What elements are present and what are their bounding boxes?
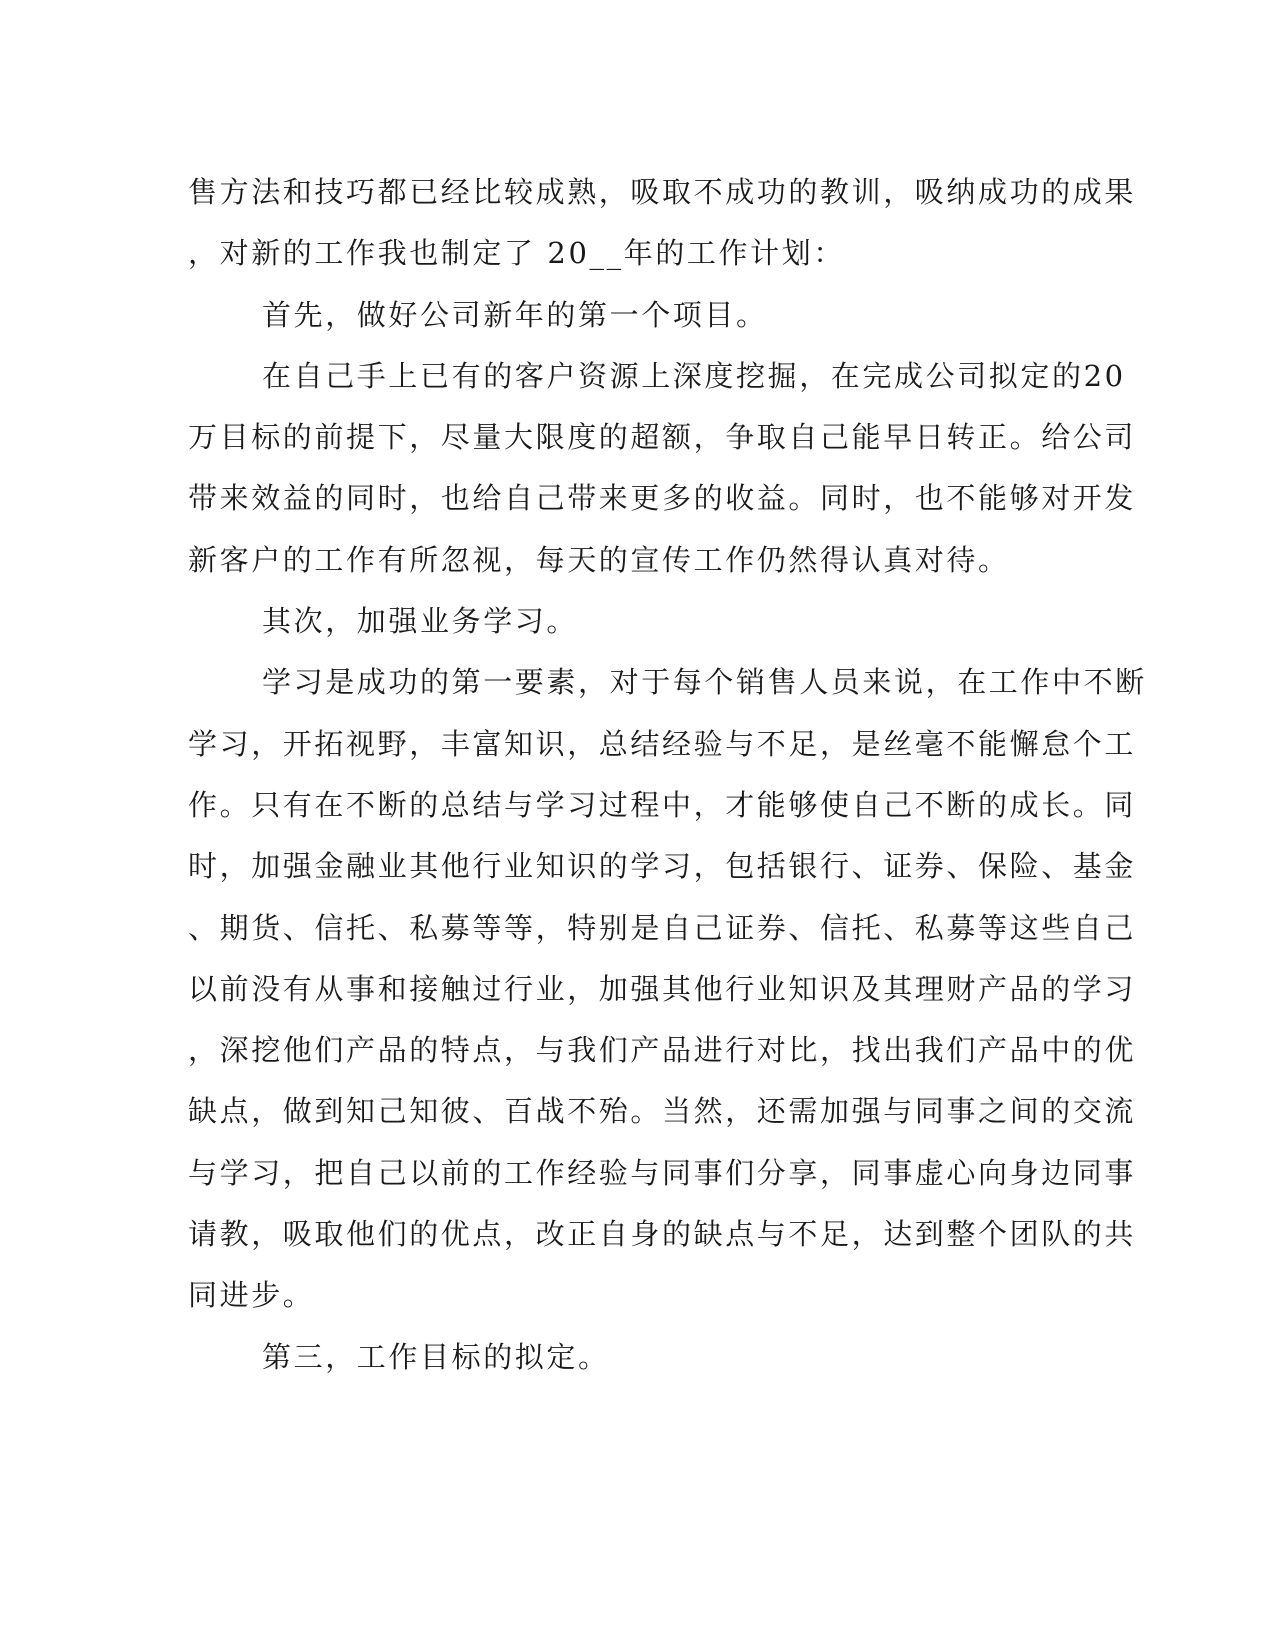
text-line: 、期货、信托、私募等等，特别是自己证券、信托、私募等这些自己	[188, 910, 1137, 945]
text-line: 作。只有在不断的总结与学习过程中，才能够使自己不断的成长。同	[188, 787, 1137, 822]
text-line: 售方法和技巧都已经比较成熟，吸取不成功的教训，吸纳成功的成果	[188, 175, 1137, 209]
document-body	[188, 162, 1147, 1388]
text-line: 时，加强金融业其他行业知识的学习，包括银行、证券、保险、基金	[188, 849, 1137, 884]
text-line: 请教，吸取他们的优点，改正自身的缺点与不足，达到整个团队的共	[188, 1217, 1137, 1252]
section-heading: 首先，做好公司新年的第一个项目。	[262, 297, 768, 332]
text-line: 万目标的前提下，尽量大限度的超额，争取自己能早日转正。给公司	[188, 420, 1137, 455]
section-heading: 第三，工作目标的拟定。	[262, 1339, 610, 1374]
text-line: ，对新的工作我也制定了 20__年的工作计划：	[188, 236, 845, 271]
section-heading: 其次，加强业务学习。	[262, 604, 579, 639]
text-line: 带来效益的同时，也给自己带来更多的收益。同时，也不能够对开发	[188, 481, 1137, 516]
text-line: 在自己手上已有的客户资源上深度挖掘，在完成公司拟定的20	[262, 358, 1126, 393]
text-line: 新客户的工作有所忽视，每天的宣传工作仍然得认真对待。	[188, 542, 1010, 577]
text-line: 以前没有从事和接触过行业，加强其他行业知识及其理财产品的学习	[188, 971, 1137, 1006]
text-line: 缺点，做到知己知彼、百战不殆。当然，还需加强与同事之间的交流	[188, 1094, 1137, 1129]
text-line: 与学习，把自己以前的工作经验与同事们分享，同事虚心向身边同事	[188, 1155, 1137, 1190]
text-line: 学习，开拓视野，丰富知识，总结经验与不足，是丝毫不能懈怠个工	[188, 726, 1137, 761]
text-line: 同进步。	[188, 1278, 315, 1313]
text-line: 学习是成功的第一要素，对于每个销售人员来说，在工作中不断	[262, 665, 1147, 700]
text-line: ，深挖他们产品的特点，与我们产品进行对比，找出我们产品中的优	[188, 1033, 1137, 1068]
